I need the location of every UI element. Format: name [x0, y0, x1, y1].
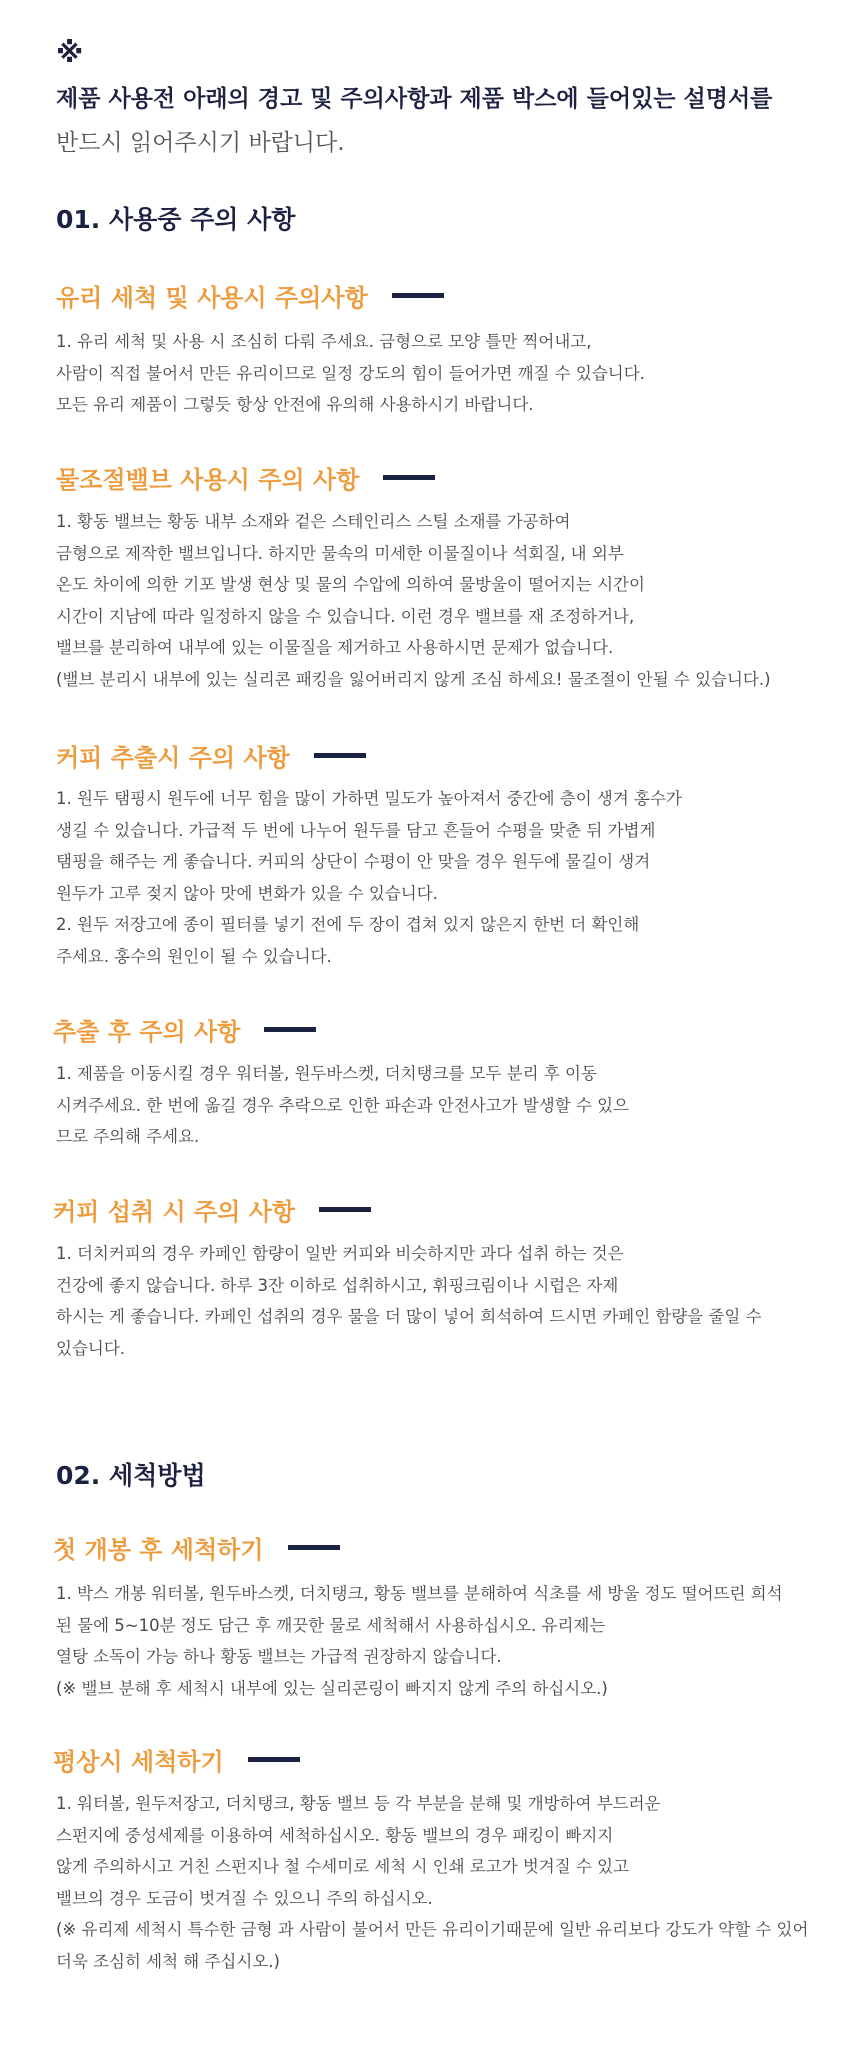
- body-line: 밸브의 경우 도금이 벗겨질 수 있으니 주의 하십시오.: [56, 1888, 433, 1908]
- body-line: 원두가 고루 젖지 않아 맛에 변화가 있을 수 있습니다.: [56, 883, 438, 903]
- heading-rule: [319, 1207, 371, 1212]
- subsection-heading-first-cleaning: [53, 1530, 340, 1565]
- body-line: 1. 워터볼, 원두저장고, 더치탱크, 황동 밸브 등 각 부분을 분해 및 개방하여 부드러운: [56, 1794, 661, 1813]
- body-line: 생길 수 있습니다. 가급적 두 번에 나누어 원두를 담고 흔들어 수평을 맞춘 뒤 가볍게: [56, 820, 656, 840]
- subsection-body-glass: [56, 326, 645, 421]
- subsection-heading-glass: [56, 278, 444, 313]
- body-line: 1. 더치커피의 경우 카페인 함량이 일반 커피와 비슷하지만 과다 섭취 하는 것은: [56, 1244, 624, 1263]
- subsection-body-regular-cleaning: [56, 1788, 808, 1977]
- subsection-title: 첫 개봉 후 세척하기: [53, 1536, 264, 1564]
- subsection-title: 물조절밸브 사용시 주의 사항: [56, 466, 360, 494]
- body-line: 않게 주의하시고 거친 스펀지나 철 수세미로 세척 시 인쇄 로고가 벗겨질 수 있고: [56, 1857, 629, 1876]
- subsection-body-after-extraction: [56, 1058, 629, 1153]
- heading-rule: [248, 1757, 300, 1762]
- notice-mark: ※: [56, 36, 84, 69]
- subsection-heading-valve: [56, 460, 435, 495]
- subsection-heading-intake: [53, 1192, 371, 1227]
- body-line: 시켜주세요. 한 번에 옮길 경우 추락으로 인한 파손과 안전사고가 발생할 수 있으: [56, 1095, 629, 1115]
- body-line: 하시는 게 좋습니다. 카페인 섭취의 경우 물을 더 많이 넣어 희석하여 드시면 카페인 함량을 줄일 수: [56, 1307, 762, 1326]
- body-line: 열탕 소독이 가능 하나 황동 밸브는 가급적 권장하지 않습니다.: [56, 1647, 502, 1666]
- intro-subheading: 반드시 읽어주시기 바랍니다.: [56, 130, 345, 156]
- body-line: 모든 유리 제품이 그렇듯 항상 안전에 유의해 사용하시기 바랍니다.: [56, 395, 534, 414]
- body-line: 1. 제품을 이동시킬 경우 워터볼, 원두바스켓, 더치탱크를 모두 분리 후 이동: [56, 1064, 597, 1083]
- body-line: 탬핑을 해주는 게 좋습니다. 커피의 상단이 수평이 안 맞을 경우 원두에 물길이 생겨: [56, 852, 651, 871]
- body-line: 1. 박스 개봉 워터볼, 원두바스켓, 더치탱크, 황동 밸브를 분해하여 식초를 세 방울 정도 떨어뜨린 희석: [56, 1584, 783, 1603]
- subsection-title: 커피 섭취 시 주의 사항: [53, 1198, 296, 1226]
- subsection-title: 커피 추출시 주의 사항: [56, 744, 290, 772]
- subsection-body-valve: [56, 506, 771, 695]
- body-line: 1. 황동 밸브는 황동 내부 소재와 겉은 스테인리스 스틸 소재를 가공하여: [56, 512, 571, 531]
- heading-rule: [383, 475, 435, 480]
- body-line: 있습니다.: [56, 1338, 126, 1358]
- body-line: (※ 밸브 분해 후 세척시 내부에 있는 실리콘링이 빠지지 않게 주의 하십시오.): [56, 1678, 608, 1698]
- body-line: 므로 주의해 주세요.: [56, 1127, 200, 1146]
- section-title-usage-cautions: 01. 사용중 주의 사항: [56, 205, 296, 234]
- body-line: 스펀지에 중성세제를 이용하여 세척하십시오. 황동 밸브의 경우 패킹이 빠지지: [56, 1825, 614, 1845]
- heading-rule: [314, 753, 366, 758]
- subsection-body-first-cleaning: [56, 1578, 783, 1704]
- body-line: 온도 차이에 의한 기포 발생 현상 및 물의 수압에 의하여 물방울이 떨어지는 시간이: [56, 575, 645, 594]
- heading-rule: [288, 1545, 340, 1550]
- subsection-title: 평상시 세척하기: [53, 1748, 224, 1776]
- subsection-title: 유리 세척 및 사용시 주의사항: [56, 284, 368, 312]
- subsection-title: 추출 후 주의 사항: [53, 1018, 241, 1046]
- body-line: 2. 원두 저장고에 종이 필터를 넣기 전에 두 장이 겹쳐 있지 않은지 한번 더 확인해: [56, 915, 640, 934]
- subsection-heading-after-extraction: [53, 1012, 316, 1047]
- heading-rule: [264, 1027, 316, 1032]
- section-title-cleaning: 02. 세척방법: [56, 1461, 206, 1490]
- body-line: 된 물에 5~10분 정도 담근 후 깨끗한 물로 세척해서 사용하십시오. 유리제는: [56, 1615, 606, 1635]
- body-line: 1. 유리 세척 및 사용 시 조심히 다뤄 주세요. 금형으로 모양 틀만 찍어내고,: [56, 332, 592, 351]
- subsection-heading-extraction: [56, 738, 366, 773]
- body-line: 사람이 직접 불어서 만든 유리이므로 일정 강도의 힘이 들어가면 깨질 수 있습니다.: [56, 363, 645, 383]
- body-line: 더욱 조심히 세척 해 주십시오.): [56, 1951, 280, 1971]
- body-line: 금형으로 제작한 밸브입니다. 하지만 물속의 미세한 이물질이나 석회질, 내 외부: [56, 543, 624, 563]
- body-line: 주세요. 홍수의 원인이 될 수 있습니다.: [56, 946, 332, 966]
- subsection-body-intake: [56, 1238, 762, 1364]
- body-line: 1. 원두 탬핑시 원두에 너무 힘을 많이 가하면 밀도가 높아져서 중간에 층이 생겨 홍수가: [56, 789, 682, 808]
- heading-rule: [392, 293, 444, 298]
- body-line: 시간이 지남에 따라 일정하지 않을 수 있습니다. 이런 경우 밸브를 재 조정하거나,: [56, 606, 635, 626]
- intro-heading: 제품 사용전 아래의 경고 및 주의사항과 제품 박스에 들어있는 설명서를: [56, 86, 773, 112]
- body-line: 건강에 좋지 않습니다. 하루 3잔 이하로 섭취하시고, 휘핑크림이나 시럽은 자제: [56, 1275, 619, 1295]
- body-line: 밸브를 분리하여 내부에 있는 이물질을 제거하고 사용하시면 문제가 없습니다.: [56, 638, 614, 657]
- subsection-body-extraction: [56, 783, 682, 972]
- body-line: (※ 유리제 세척시 특수한 금형 과 사람이 불어서 만든 유리이기때문에 일반 유리보다 강도가 약할 수 있어: [56, 1920, 809, 1939]
- body-line: (밸브 분리시 내부에 있는 실리콘 패킹을 잃어버리지 않게 조심 하세요! 물조절이 안될 수 있습니다.): [56, 669, 771, 689]
- subsection-heading-regular-cleaning: [53, 1742, 300, 1777]
